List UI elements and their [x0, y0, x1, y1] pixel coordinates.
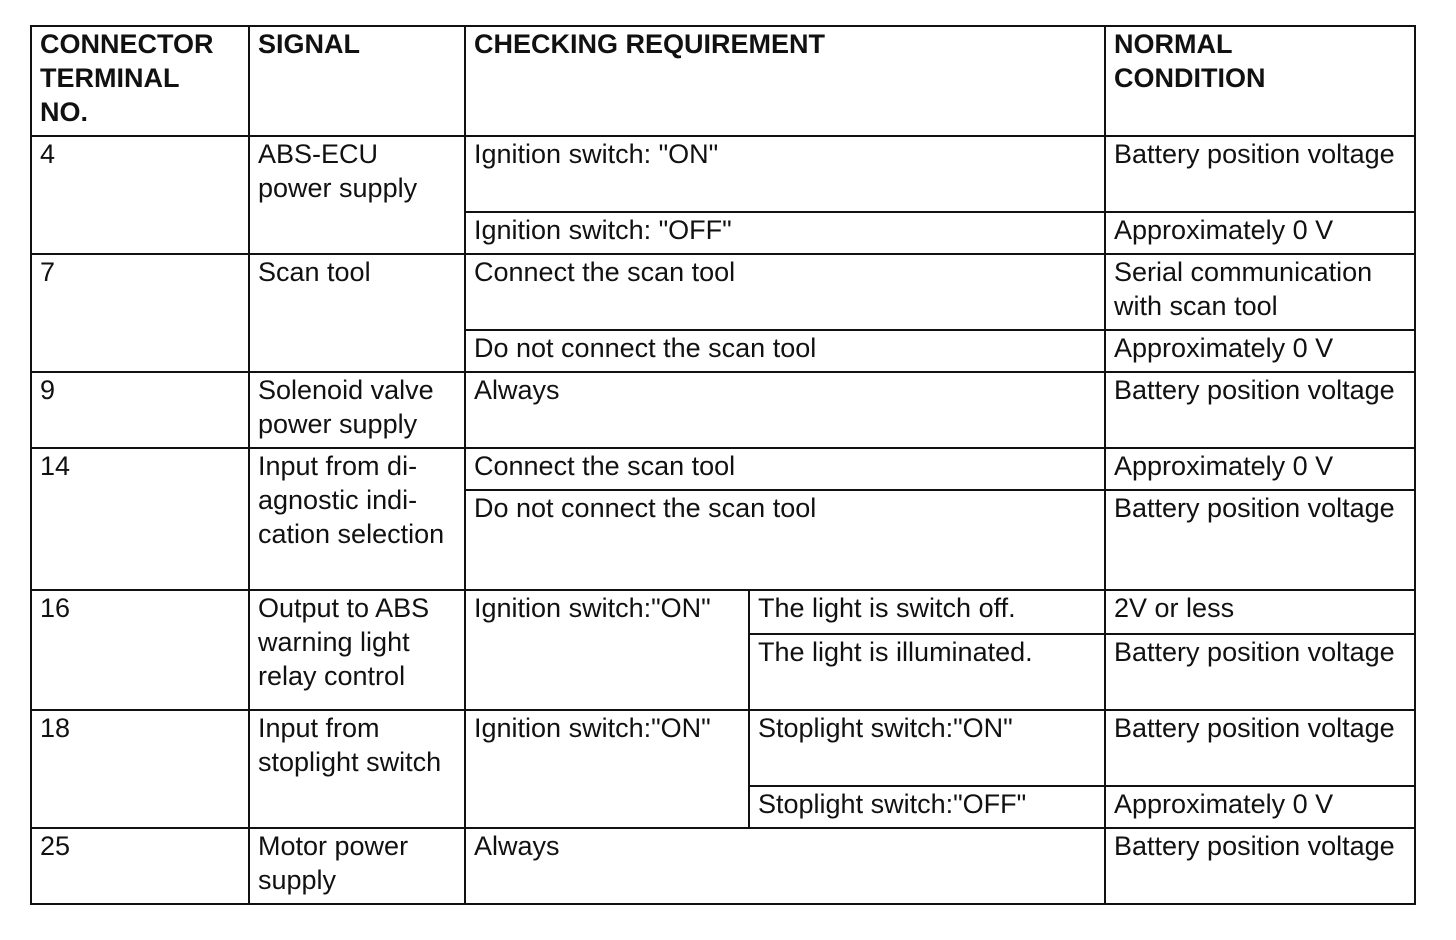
signal-cell: Scan tool — [249, 254, 465, 372]
header-signal: SIGNAL — [249, 26, 465, 136]
normal-cell: Approximately 0 V — [1105, 212, 1415, 254]
requirement-cell: Always — [465, 372, 1105, 448]
signal-cell: Motor power supply — [249, 828, 465, 904]
sub-requirement-cell: The light is illuminated. — [749, 634, 1105, 710]
normal-cell: Battery position voltage — [1105, 136, 1415, 212]
sub-requirement-cell: Stoplight switch:"OFF" — [749, 786, 1105, 828]
header-row — [31, 26, 1415, 136]
requirement-cell: Ignition switch: "ON" — [465, 136, 1105, 212]
table-row — [31, 828, 1415, 904]
requirement-cell: Always — [465, 828, 1105, 904]
normal-cell: Battery position voltage — [1105, 828, 1415, 904]
connector-terminal-table — [30, 25, 1416, 905]
normal-cell: Serial communication with scan tool — [1105, 254, 1415, 330]
requirement-cell: Do not connect the scan tool — [465, 330, 1105, 372]
terminal-cell: 7 — [31, 254, 249, 372]
signal-cell: ABS-ECU power supply — [249, 136, 465, 254]
terminal-cell: 14 — [31, 448, 249, 590]
signal-cell: Input from stoplight switch — [249, 710, 465, 828]
table-row — [31, 372, 1415, 448]
terminal-cell: 16 — [31, 590, 249, 710]
signal-cell: Output to ABS warning light relay control — [249, 590, 465, 710]
normal-cell: Battery position voltage — [1105, 372, 1415, 448]
normal-cell: Approximately 0 V — [1105, 448, 1415, 490]
table-row — [31, 448, 1415, 490]
table-row — [31, 136, 1415, 212]
normal-cell: Battery position voltage — [1105, 634, 1415, 710]
header-terminal: CONNECTOR TERMINAL NO. — [31, 26, 249, 136]
terminal-cell: 9 — [31, 372, 249, 448]
signal-cell: Solenoid valve power supply — [249, 372, 465, 448]
requirement-cell: Do not connect the scan tool — [465, 490, 1105, 590]
terminal-cell: 25 — [31, 828, 249, 904]
signal-cell: Input from di-agnostic indi-cation selection — [249, 448, 465, 590]
sub-requirement-cell: The light is switch off. — [749, 590, 1105, 634]
terminal-cell: 4 — [31, 136, 249, 254]
requirement-cell: Connect the scan tool — [465, 254, 1105, 330]
normal-cell: Approximately 0 V — [1105, 330, 1415, 372]
normal-cell: Battery position voltage — [1105, 490, 1415, 590]
main-requirement-cell: Ignition switch:"ON" — [465, 710, 749, 828]
main-requirement-cell: Ignition switch:"ON" — [465, 590, 749, 710]
normal-cell: 2V or less — [1105, 590, 1415, 634]
normal-cell: Battery position voltage — [1105, 710, 1415, 786]
terminal-cell: 18 — [31, 710, 249, 828]
requirement-cell: Connect the scan tool — [465, 448, 1105, 490]
header-normal-condition: NORMAL CONDITION — [1105, 26, 1415, 136]
table-row — [31, 710, 1415, 786]
requirement-cell: Ignition switch: "OFF" — [465, 212, 1105, 254]
header-checking-requirement: CHECKING REQUIREMENT — [465, 26, 1105, 136]
sub-requirement-cell: Stoplight switch:"ON" — [749, 710, 1105, 786]
normal-cell: Approximately 0 V — [1105, 786, 1415, 828]
table-row — [31, 590, 1415, 634]
table-row — [31, 254, 1415, 330]
